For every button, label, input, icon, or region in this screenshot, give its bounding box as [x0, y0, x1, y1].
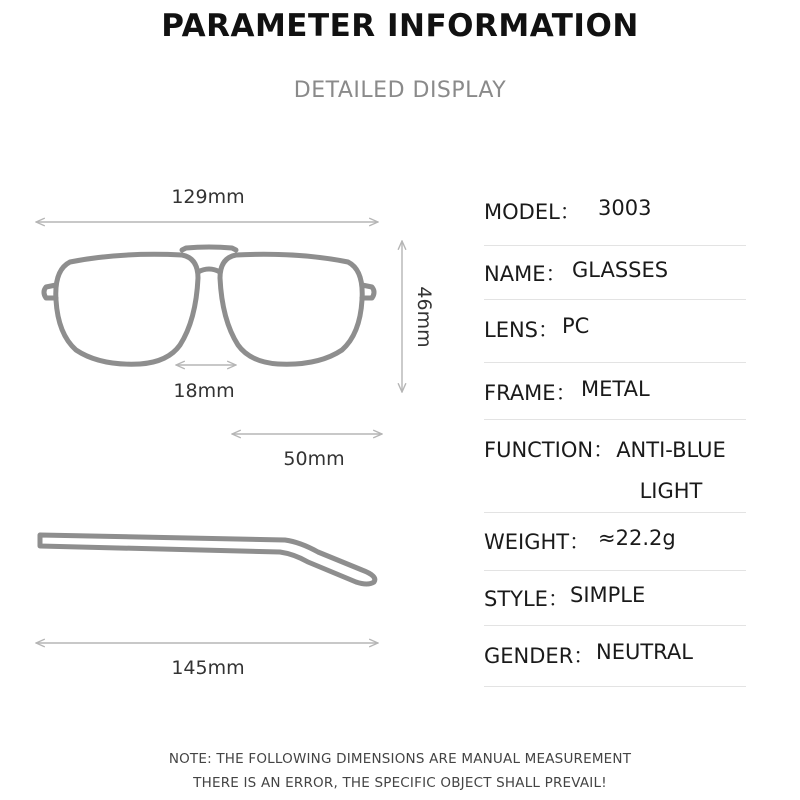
note-line-1: NOTE: THE FOLLOWING DIMENSIONS ARE MANUAL MEASUREMENT [168, 751, 632, 767]
page-title: PARAMETER INFORMATION [161, 8, 639, 44]
spec-key: FRAME： [484, 381, 577, 405]
spec-value: ≈22.2g [598, 526, 676, 550]
top-bar [182, 247, 236, 250]
glasses-front-view [44, 247, 374, 364]
temple-length-label: 145mm [171, 657, 245, 679]
spec-key: MODEL： [484, 200, 581, 224]
spec-row-style [484, 571, 746, 626]
spec-value: NEUTRAL [596, 640, 693, 664]
spec-value: ANTI-BLUE LIGHT [616, 438, 726, 503]
spec-value: SIMPLE [570, 583, 646, 607]
spec-key: GENDER： [484, 644, 595, 668]
spec-row-frame [484, 363, 746, 420]
spec-key: NAME： [484, 262, 567, 286]
lens-width-label: 50mm [283, 448, 345, 470]
spec-value: METAL [581, 377, 650, 401]
temple-arm [40, 535, 375, 584]
total-width-label: 129mm [171, 186, 245, 208]
note-line-2: THERE IS AN ERROR, THE SPECIFIC OBJECT SHALL PREVAIL! [193, 775, 607, 791]
spec-list [484, 184, 746, 687]
left-lens [56, 254, 198, 364]
spec-row-model [484, 184, 746, 246]
spec-row-gender [484, 626, 746, 687]
spec-value: PC [562, 314, 590, 338]
spec-row-weight [484, 513, 746, 571]
spec-key: FUNCTION： [484, 438, 615, 462]
spec-row-name [484, 246, 746, 300]
spec-value: GLASSES [572, 258, 669, 282]
spec-key: STYLE： [484, 587, 569, 611]
spec-key: WEIGHT： [484, 530, 591, 554]
spec-value: 3003 [598, 196, 652, 220]
spec-row-function [484, 420, 746, 513]
spec-key: LENS： [484, 318, 560, 342]
lens-height-label: 46mm [413, 286, 435, 348]
bridge-label: 18mm [173, 380, 235, 402]
right-lens [220, 254, 362, 364]
spec-row-lens [484, 300, 746, 363]
bridge [198, 269, 220, 272]
page-subtitle: DETAILED DISPLAY [293, 78, 507, 103]
